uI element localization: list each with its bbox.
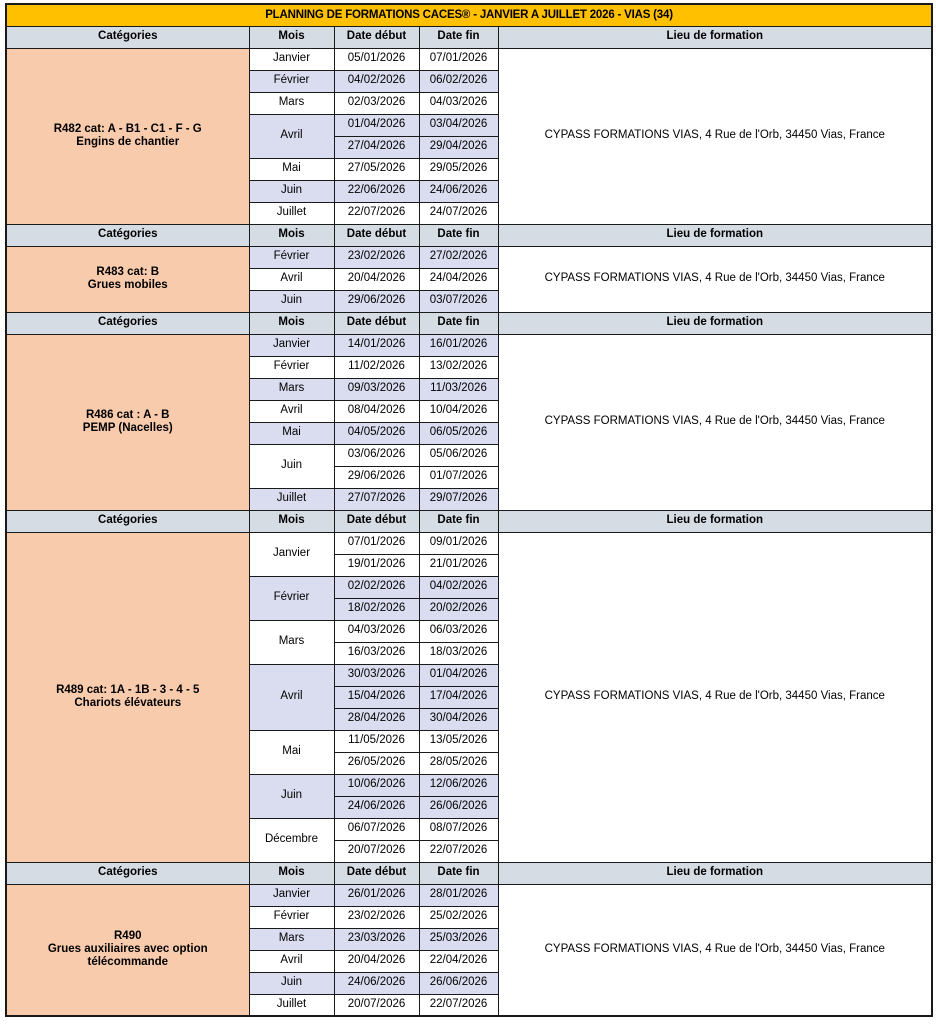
start-date-cell: 29/06/2026	[334, 290, 419, 312]
start-date-cell: 27/04/2026	[334, 136, 419, 158]
start-date-cell: 07/01/2026	[334, 532, 419, 554]
end-date-cell: 29/04/2026	[419, 136, 498, 158]
month-cell: Janvier	[249, 884, 334, 906]
month-cell: Avril	[249, 114, 334, 158]
header-lieu: Lieu de formation	[498, 510, 932, 532]
end-date-cell: 03/07/2026	[419, 290, 498, 312]
start-date-cell: 26/05/2026	[334, 752, 419, 774]
month-cell: Juin	[249, 444, 334, 488]
column-header-row	[6, 312, 932, 334]
end-date-cell: 07/01/2026	[419, 48, 498, 70]
month-cell: Mai	[249, 730, 334, 774]
end-date-cell: 29/07/2026	[419, 488, 498, 510]
month-cell: Janvier	[249, 334, 334, 356]
header-categories: Catégories	[6, 862, 249, 884]
end-date-cell: 22/07/2026	[419, 840, 498, 862]
month-cell: Février	[249, 906, 334, 928]
header-date-fin: Date fin	[419, 224, 498, 246]
end-date-cell: 24/06/2026	[419, 180, 498, 202]
start-date-cell: 01/04/2026	[334, 114, 419, 136]
start-date-cell: 24/06/2026	[334, 972, 419, 994]
end-date-cell: 06/02/2026	[419, 70, 498, 92]
end-date-cell: 20/02/2026	[419, 598, 498, 620]
category-cell	[6, 48, 249, 224]
header-categories: Catégories	[6, 312, 249, 334]
header-date-debut: Date début	[334, 312, 419, 334]
header-mois: Mois	[249, 224, 334, 246]
end-date-cell: 27/02/2026	[419, 246, 498, 268]
start-date-cell: 11/02/2026	[334, 356, 419, 378]
category-code: R483 cat: B	[96, 265, 160, 278]
category-label: Engins de chantier	[76, 136, 180, 148]
month-cell: Juillet	[249, 994, 334, 1016]
end-date-cell: 22/04/2026	[419, 950, 498, 972]
end-date-cell: 05/06/2026	[419, 444, 498, 466]
start-date-cell: 06/07/2026	[334, 818, 419, 840]
start-date-cell: 18/02/2026	[334, 598, 419, 620]
start-date-cell: 30/03/2026	[334, 664, 419, 686]
start-date-cell: 20/04/2026	[334, 268, 419, 290]
start-date-cell: 24/06/2026	[334, 796, 419, 818]
column-header-row	[6, 26, 932, 48]
start-date-cell: 04/02/2026	[334, 70, 419, 92]
end-date-cell: 13/02/2026	[419, 356, 498, 378]
month-cell: Février	[249, 246, 334, 268]
venue-cell: CYPASS FORMATIONS VIAS, 4 Rue de l'Orb, 34450 Vias, France	[498, 532, 932, 862]
start-date-cell: 09/03/2026	[334, 378, 419, 400]
header-categories: Catégories	[6, 510, 249, 532]
header-mois: Mois	[249, 862, 334, 884]
header-date-fin: Date fin	[419, 862, 498, 884]
month-cell: Juin	[249, 972, 334, 994]
title-row	[6, 4, 932, 26]
start-date-cell: 27/07/2026	[334, 488, 419, 510]
header-categories: Catégories	[6, 26, 249, 48]
start-date-cell: 22/06/2026	[334, 180, 419, 202]
header-date-debut: Date début	[334, 26, 419, 48]
header-lieu: Lieu de formation	[498, 224, 932, 246]
start-date-cell: 22/07/2026	[334, 202, 419, 224]
month-cell: Avril	[249, 400, 334, 422]
page-title: PLANNING DE FORMATIONS CACES® - JANVIER A JUILLET 2026 - VIAS (34)	[6, 4, 932, 26]
end-date-cell: 06/03/2026	[419, 620, 498, 642]
start-date-cell: 04/03/2026	[334, 620, 419, 642]
venue-cell: CYPASS FORMATIONS VIAS, 4 Rue de l'Orb, 34450 Vias, France	[498, 48, 932, 224]
month-cell: Avril	[249, 268, 334, 290]
start-date-cell: 23/02/2026	[334, 246, 419, 268]
category-label: Chariots élévateurs	[74, 697, 182, 709]
end-date-cell: 24/07/2026	[419, 202, 498, 224]
start-date-cell: 02/02/2026	[334, 576, 419, 598]
category-label: PEMP (Nacelles)	[82, 422, 173, 434]
start-date-cell: 27/05/2026	[334, 158, 419, 180]
category-code: R482 cat: A - B1 - C1 - F - G	[53, 122, 202, 135]
start-date-cell: 20/07/2026	[334, 840, 419, 862]
month-cell: Février	[249, 356, 334, 378]
header-mois: Mois	[249, 312, 334, 334]
header-date-debut: Date début	[334, 224, 419, 246]
month-cell: Avril	[249, 664, 334, 730]
category-cell	[6, 334, 249, 510]
header-categories: Catégories	[6, 224, 249, 246]
month-cell: Mars	[249, 378, 334, 400]
start-date-cell: 16/03/2026	[334, 642, 419, 664]
category-label: Grues auxiliaires avec option télécommande	[47, 943, 208, 969]
start-date-cell: 10/06/2026	[334, 774, 419, 796]
schedule-row	[6, 48, 932, 70]
end-date-cell: 04/02/2026	[419, 576, 498, 598]
header-lieu: Lieu de formation	[498, 26, 932, 48]
start-date-cell: 03/06/2026	[334, 444, 419, 466]
header-date-debut: Date début	[334, 862, 419, 884]
month-cell: Avril	[249, 950, 334, 972]
month-cell: Février	[249, 70, 334, 92]
end-date-cell: 25/02/2026	[419, 906, 498, 928]
start-date-cell: 08/04/2026	[334, 400, 419, 422]
start-date-cell: 26/01/2026	[334, 884, 419, 906]
month-cell: Mars	[249, 620, 334, 664]
header-lieu: Lieu de formation	[498, 312, 932, 334]
start-date-cell: 19/01/2026	[334, 554, 419, 576]
end-date-cell: 16/01/2026	[419, 334, 498, 356]
end-date-cell: 29/05/2026	[419, 158, 498, 180]
end-date-cell: 13/05/2026	[419, 730, 498, 752]
end-date-cell: 30/04/2026	[419, 708, 498, 730]
start-date-cell: 04/05/2026	[334, 422, 419, 444]
end-date-cell: 17/04/2026	[419, 686, 498, 708]
category-code: R489 cat: 1A - 1B - 3 - 4 - 5	[56, 683, 200, 696]
start-date-cell: 23/03/2026	[334, 928, 419, 950]
category-cell	[6, 884, 249, 1016]
end-date-cell: 22/07/2026	[419, 994, 498, 1016]
column-header-row	[6, 224, 932, 246]
venue-cell: CYPASS FORMATIONS VIAS, 4 Rue de l'Orb, 34450 Vias, France	[498, 334, 932, 510]
category-label: Grues mobiles	[87, 279, 168, 291]
start-date-cell: 29/06/2026	[334, 466, 419, 488]
month-cell: Mai	[249, 158, 334, 180]
month-cell: Mars	[249, 928, 334, 950]
header-lieu: Lieu de formation	[498, 862, 932, 884]
start-date-cell: 28/04/2026	[334, 708, 419, 730]
start-date-cell: 20/04/2026	[334, 950, 419, 972]
category-cell	[6, 246, 249, 312]
end-date-cell: 01/04/2026	[419, 664, 498, 686]
category-code: R490	[114, 929, 142, 942]
month-cell: Juillet	[249, 202, 334, 224]
end-date-cell: 25/03/2026	[419, 928, 498, 950]
category-code: R486 cat : A - B	[85, 408, 170, 421]
column-header-row	[6, 510, 932, 532]
end-date-cell: 01/07/2026	[419, 466, 498, 488]
column-header-row	[6, 862, 932, 884]
end-date-cell: 12/06/2026	[419, 774, 498, 796]
month-cell: Décembre	[249, 818, 334, 862]
start-date-cell: 23/02/2026	[334, 906, 419, 928]
month-cell: Juillet	[249, 488, 334, 510]
end-date-cell: 08/07/2026	[419, 818, 498, 840]
start-date-cell: 11/05/2026	[334, 730, 419, 752]
start-date-cell: 20/07/2026	[334, 994, 419, 1016]
start-date-cell: 05/01/2026	[334, 48, 419, 70]
end-date-cell: 09/01/2026	[419, 532, 498, 554]
start-date-cell: 02/03/2026	[334, 92, 419, 114]
header-date-fin: Date fin	[419, 26, 498, 48]
venue-cell: CYPASS FORMATIONS VIAS, 4 Rue de l'Orb, 34450 Vias, France	[498, 246, 932, 312]
start-date-cell: 14/01/2026	[334, 334, 419, 356]
end-date-cell: 04/03/2026	[419, 92, 498, 114]
month-cell: Janvier	[249, 532, 334, 576]
end-date-cell: 11/03/2026	[419, 378, 498, 400]
venue-cell: CYPASS FORMATIONS VIAS, 4 Rue de l'Orb, 34450 Vias, France	[498, 884, 932, 1016]
end-date-cell: 24/04/2026	[419, 268, 498, 290]
end-date-cell: 03/04/2026	[419, 114, 498, 136]
end-date-cell: 18/03/2026	[419, 642, 498, 664]
schedule-row	[6, 884, 932, 906]
training-schedule-table	[5, 3, 933, 1017]
schedule-row	[6, 246, 932, 268]
schedule-row	[6, 532, 932, 554]
end-date-cell: 06/05/2026	[419, 422, 498, 444]
month-cell: Janvier	[249, 48, 334, 70]
category-cell	[6, 532, 249, 862]
header-date-debut: Date début	[334, 510, 419, 532]
month-cell: Février	[249, 576, 334, 620]
header-mois: Mois	[249, 26, 334, 48]
month-cell: Juin	[249, 290, 334, 312]
month-cell: Juin	[249, 774, 334, 818]
end-date-cell: 28/01/2026	[419, 884, 498, 906]
month-cell: Mars	[249, 92, 334, 114]
end-date-cell: 21/01/2026	[419, 554, 498, 576]
end-date-cell: 10/04/2026	[419, 400, 498, 422]
header-date-fin: Date fin	[419, 312, 498, 334]
end-date-cell: 26/06/2026	[419, 796, 498, 818]
header-mois: Mois	[249, 510, 334, 532]
month-cell: Mai	[249, 422, 334, 444]
header-date-fin: Date fin	[419, 510, 498, 532]
schedule-row	[6, 334, 932, 356]
start-date-cell: 15/04/2026	[334, 686, 419, 708]
end-date-cell: 26/06/2026	[419, 972, 498, 994]
end-date-cell: 28/05/2026	[419, 752, 498, 774]
month-cell: Juin	[249, 180, 334, 202]
